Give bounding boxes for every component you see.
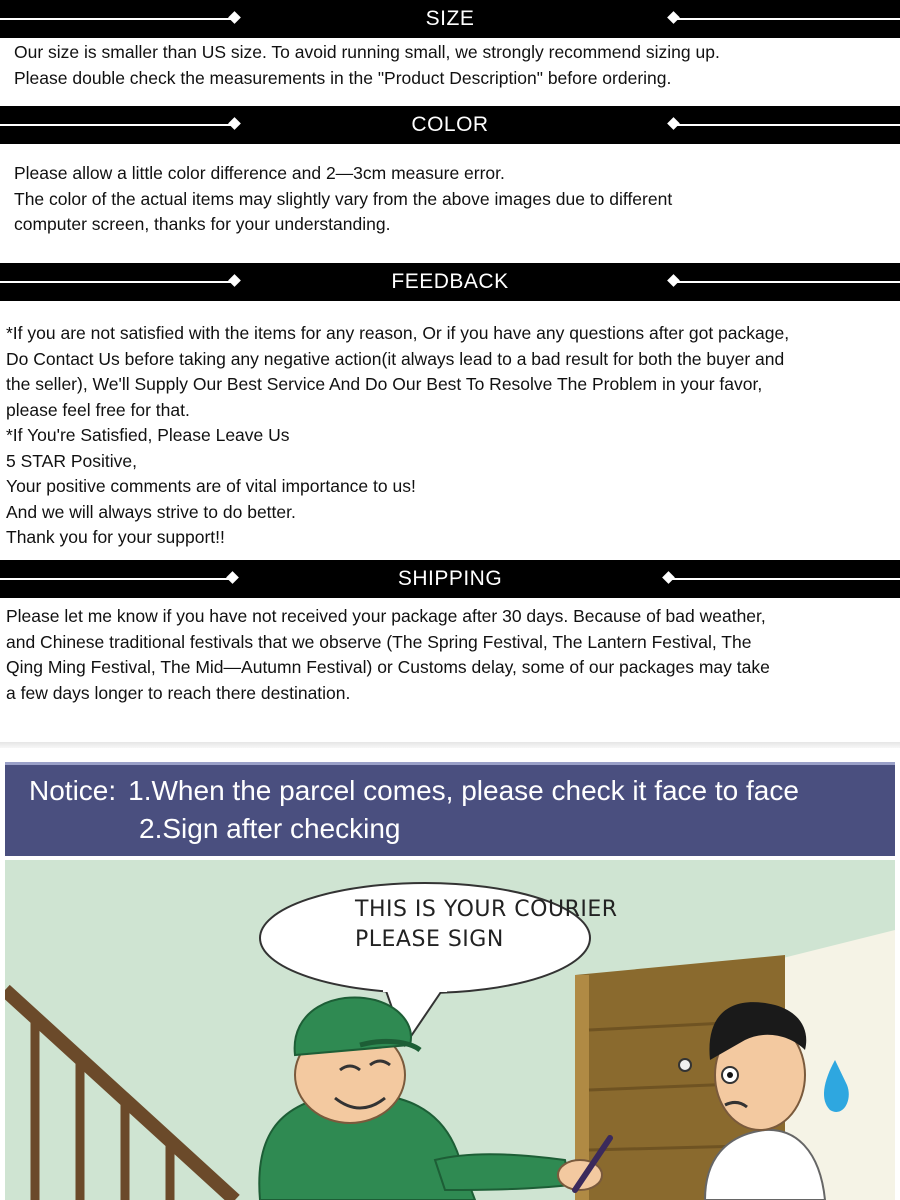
size-line: Our size is smaller than US size. To avoid running small, we strongly recommend sizing up. — [14, 42, 720, 62]
notice-banner — [5, 762, 895, 856]
color-banner — [0, 106, 900, 144]
size-text — [6, 40, 896, 91]
feedback-line: 5 STAR Positive, — [6, 450, 137, 471]
feedback-line: Your positive comments are of vital importance to us! — [6, 476, 416, 496]
size-title: SIZE — [425, 7, 475, 30]
feedback-title: FEEDBACK — [391, 270, 509, 293]
shipping-line: a few days longer to reach there destination. — [6, 682, 351, 703]
size-line: Please double check the measurements in the "Product Description" before ordering. — [14, 67, 672, 88]
feedback-line: the seller), We'll Supply Our Best Service And Do Our Best To Resolve The Problem in your favor, — [6, 374, 763, 394]
speech-bubble-text — [355, 895, 618, 955]
notice-item-1: 1.When the parcel comes, please check it face to face — [128, 775, 799, 806]
door-knob-icon — [679, 1059, 691, 1071]
feedback-line: please feel free for that. — [6, 399, 190, 420]
speech-line-2: PLEASE SIGN — [355, 927, 504, 952]
banner-line-right — [670, 578, 900, 580]
notice-label: Notice: — [29, 775, 117, 806]
shipping-line: and Chinese traditional festivals that we observe (The Spring Festival, The Lantern Festival, The — [6, 631, 752, 652]
courier-arm — [435, 1154, 570, 1190]
banner-line-right — [675, 124, 900, 126]
color-title: COLOR — [411, 113, 489, 136]
shipping-text — [6, 604, 896, 706]
color-line: Please allow a little color difference and 2—3cm measure error. — [14, 163, 505, 183]
section-divider — [0, 742, 900, 748]
shipping-line: Please let me know if you have not received your package after 30 days. Because of bad weather, — [6, 606, 766, 626]
notice-line-1 — [29, 775, 799, 807]
banner-line-right — [675, 18, 900, 20]
banner-line-right — [675, 281, 900, 283]
color-text — [6, 161, 896, 238]
color-line: computer screen, thanks for your understanding. — [14, 214, 391, 234]
shipping-line: Qing Ming Festival, The Mid—Autumn Festival) or Customs delay, some of our packages may take — [6, 657, 770, 677]
feedback-text — [6, 321, 896, 551]
feedback-line: Do Contact Us before taking any negative action(it always lead to a bad result for both the buyer and — [6, 348, 785, 369]
feedback-line: *If You're Satisfied, Please Leave Us — [6, 425, 290, 445]
feedback-banner — [0, 263, 900, 301]
notice-item-2: 2.Sign after checking — [139, 813, 401, 844]
color-line: The color of the actual items may slightly vary from the above images due to different — [14, 188, 673, 209]
feedback-line: *If you are not satisfied with the items for any reason, Or if you have any questions after got package, — [6, 323, 790, 343]
feedback-line: And we will always strive to do better. — [6, 501, 296, 522]
feedback-line: Thank you for your support!! — [6, 527, 225, 547]
shipping-banner — [0, 560, 900, 598]
speech-line-1: THIS IS YOUR COURIER — [355, 897, 618, 922]
shipping-title: SHIPPING — [397, 567, 503, 590]
size-banner — [0, 0, 900, 38]
